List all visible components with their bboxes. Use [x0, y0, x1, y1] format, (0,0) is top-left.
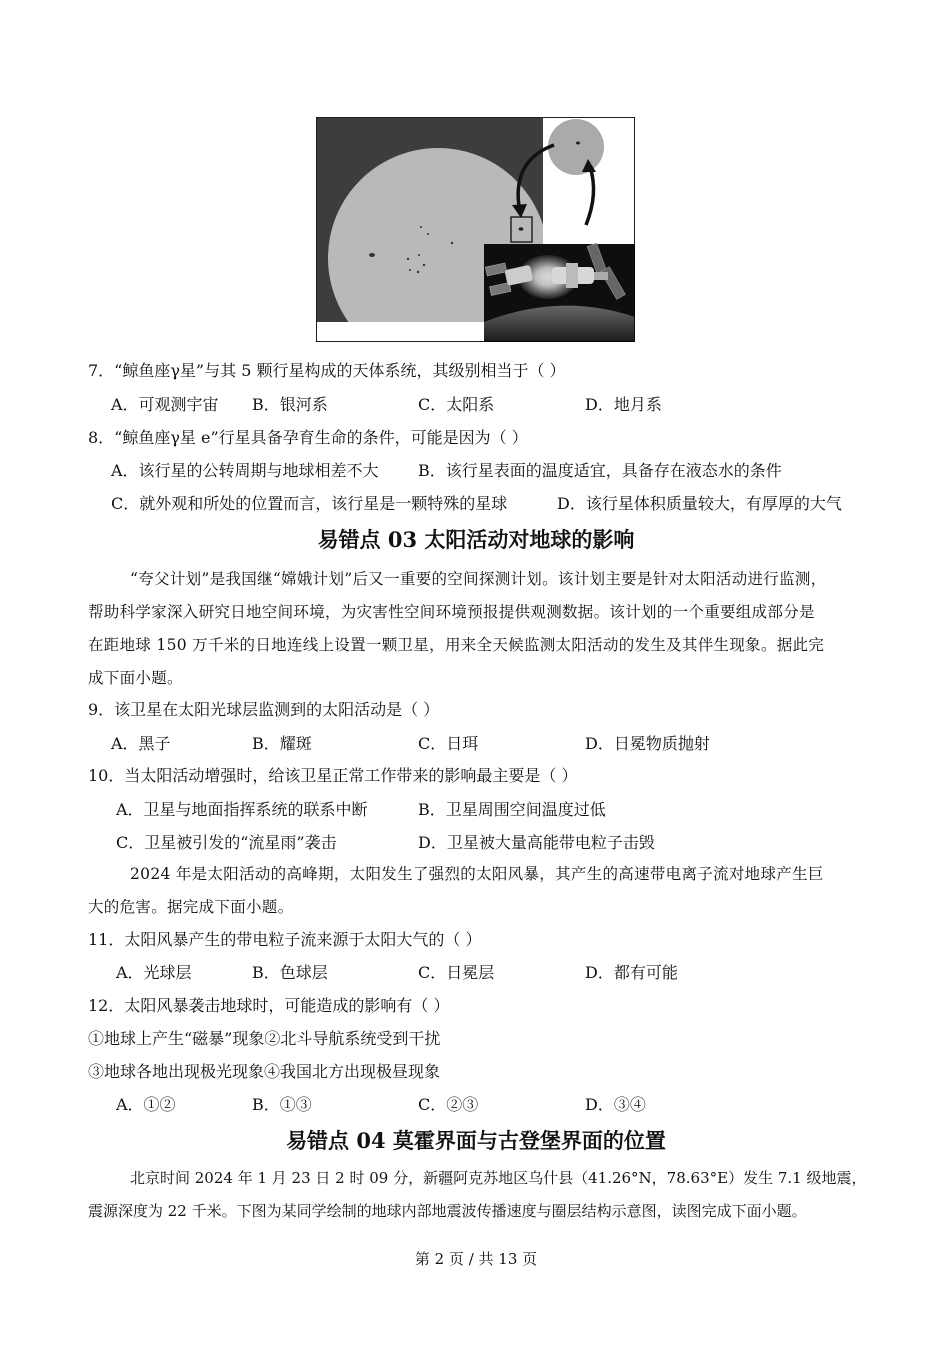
q12-statement-line: ①地球上产生“磁暴”现象②北斗导航系统受到干扰 — [88, 1029, 441, 1048]
question-7-stem: 7．“鲸鱼座γ星”与其 5 颗行星构成的天体系统，其级别相当于（ ） — [88, 361, 566, 380]
q11-option-b[interactable]: B．色球层 — [252, 963, 328, 982]
q10-option-a[interactable]: A．卫星与地面指挥系统的联系中断 — [116, 800, 368, 819]
q8-option-b[interactable]: B．该行星表面的温度适宜，具备存在液态水的条件 — [418, 461, 782, 480]
q11-option-c[interactable]: C．日冕层 — [418, 963, 495, 982]
q12-statement-line: ③地球各地出现极光现象④我国北方出现极昼现象 — [88, 1062, 441, 1081]
q7-option-a[interactable]: A．可观测宇宙 — [111, 395, 219, 414]
section-4-title: 易错点 04 莫霍界面与古登堡界面的位置 — [286, 1128, 666, 1153]
section-3-intro-line: 在距地球 150 万千米的日地连线上设置一颗卫星，用来全天候监测太阳活动的发生及其伴生现象。据此完 — [88, 636, 825, 654]
q10-option-d[interactable]: D．卫星被大量高能带电粒子击毁 — [418, 833, 655, 852]
q9-option-b[interactable]: B．耀斑 — [252, 734, 312, 753]
sun-satellite-figure — [316, 117, 635, 342]
question-9-stem: 9．该卫星在太阳光球层监测到的太阳活动是（ ） — [88, 700, 440, 719]
q10-option-c[interactable]: C．卫星被引发的“流星雨”袭击 — [116, 833, 337, 852]
q12-option-c[interactable]: C．②③ — [418, 1095, 479, 1114]
q7-option-b[interactable]: B．银河系 — [252, 395, 328, 414]
q12-option-b[interactable]: B．①③ — [252, 1095, 312, 1114]
satellite-inset — [484, 243, 635, 342]
page-footer: 第 2 页 / 共 13 页 — [414, 1250, 538, 1268]
q12-option-d[interactable]: D．③④ — [585, 1095, 646, 1114]
q9-option-a[interactable]: A．黑子 — [111, 734, 171, 753]
q12-option-a[interactable]: A．①② — [116, 1095, 176, 1114]
q10-option-b[interactable]: B．卫星周围空间温度过低 — [418, 800, 606, 819]
section-3-intro-line: 帮助科学家深入研究日地空间环境，为灾害性空间环境预报提供观测数据。该计划的一个重要组成部分是 — [88, 603, 815, 621]
intro-2-line: 大的危害。据完成下面小题。 — [88, 898, 294, 916]
section-4-intro-line: 震源深度为 22 千米。下图为某同学绘制的地球内部地震波传播速度与圈层结构示意图，读图完成下面小题。 — [88, 1202, 807, 1220]
zoom-circle — [548, 119, 604, 175]
q7-option-c[interactable]: C．太阳系 — [418, 395, 495, 414]
q8-option-c[interactable]: C．就外观和所处的位置而言，该行星是一颗特殊的星球 — [111, 494, 508, 513]
q8-option-d[interactable]: D．该行星体积质量较大，有厚厚的大气 — [557, 494, 842, 513]
question-10-stem: 10．当太阳活动增强时，给该卫星正常工作带来的影响最主要是（ ） — [88, 766, 578, 785]
intro-2-line: 2024 年是太阳活动的高峰期，太阳发生了强烈的太阳风暴，其产生的高速带电离子流对地球产生巨 — [130, 865, 824, 883]
question-11-stem: 11．太阳风暴产生的带电粒子流来源于太阳大气的（ ） — [88, 930, 482, 949]
q7-option-d[interactable]: D．地月系 — [585, 395, 662, 414]
question-12-stem: 12．太阳风暴袭击地球时，可能造成的影响有（ ） — [88, 996, 450, 1015]
section-3-intro-line: 成下面小题。 — [88, 669, 183, 687]
q11-option-d[interactable]: D．都有可能 — [585, 963, 678, 982]
q9-option-c[interactable]: C．日珥 — [418, 734, 479, 753]
section-4-intro-line: 北京时间 2024 年 1 月 23 日 2 时 09 分，新疆阿克苏地区乌什县（41.26°N，78.63°E）发生 7.1 级地震， — [130, 1169, 867, 1187]
q8-option-a[interactable]: A．该行星的公转周期与地球相差不大 — [111, 461, 379, 480]
section-3-title: 易错点 03 太阳活动对地球的影响 — [317, 527, 635, 552]
q11-option-a[interactable]: A．光球层 — [116, 963, 192, 982]
question-8-stem: 8．“鲸鱼座γ星 e”行星具备孕育生命的条件，可能是因为（ ） — [88, 428, 528, 447]
section-3-intro-line: “夸父计划”是我国继“嫦娥计划”后又一重要的空间探测计划。该计划主要是针对太阳活动进行监测， — [130, 570, 827, 588]
q9-option-d[interactable]: D．日冕物质抛射 — [585, 734, 710, 753]
